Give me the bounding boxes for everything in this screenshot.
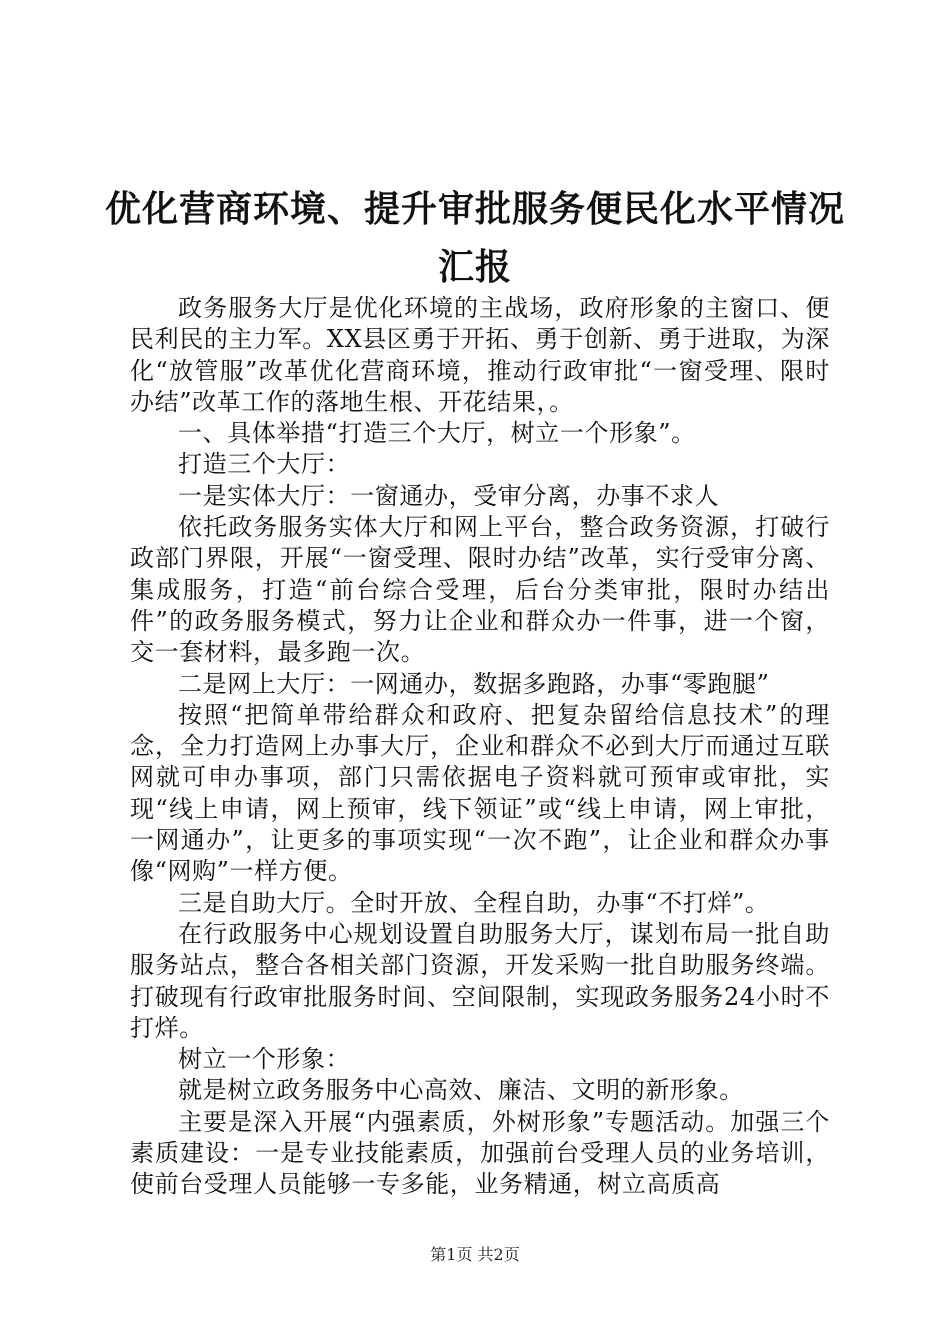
paragraph-self-service-body: 在行政服务中心规划设置自助服务大厅，谋划布局一批自助服务站点，整合各相关部门资源，开发采购一批自助服务终端。打破现有行政审批服务时间、空间限制，实现政务服务24小时不打烊。: [130, 919, 830, 1042]
paragraph-physical-hall-heading: 一是实体大厅：一窗通办，受审分离，办事不求人: [178, 481, 720, 510]
document-body: [130, 293, 830, 1201]
document-title-line-2: 汇报: [437, 247, 512, 288]
paragraph-physical-hall-body: 依托政务服务实体大厅和网上平台，整合政务资源，打破行政部门界限，开展“一窗受理、限时办结”改革，实行受审分离、集成服务，打造“前台综合受理，后台分类审批，限时办结出件”的政务服务模式，努力让企业和群众办一件事，进一个窗，交一套材料，最多跑一次。: [130, 513, 830, 667]
paragraph-online-hall-heading: 二是网上大厅：一网通办，数据多跑路，办事“零跑腿”: [178, 669, 770, 698]
paragraph-three-halls: 打造三个大厅：: [178, 450, 351, 479]
paragraph-intro: 政务服务大厅是优化环境的主战场，政府形象的主窗口、便民利民的主力军。XX县区勇于开拓、勇于创新、勇于进取，为深化“放管服”改革优化营商环境，推动行政审批“一窗受理、限时办结”改革工作的落地生根、开花结果，。: [130, 294, 830, 416]
paragraph-online-hall-body: 按照“把简单带给群众和政府、把复杂留给信息技术”的理念，全力打造网上办事大厅，企业和群众不必到大厅而通过互联网就可申办事项，部门只需依据电子资料就可预审或审批，实现“线上申请，网上预审，线下领证”或“线上申请，网上审批，一网通办”，让更多的事项实现“一次不跑”，让企业和群众办事像“网购”一样方便。: [130, 700, 830, 886]
paragraph-image-body: 主要是深入开展“内强素质，外树形象”专题活动。加强三个素质建设：一是专业技能素质，加强前台受理人员的业务培训，使前台受理人员能够一专多能，业务精通，树立高质高: [130, 1107, 830, 1199]
paragraph-image-heading: 树立一个形象：: [178, 1045, 351, 1074]
paragraph-image-goal: 就是树立政务服务中心高效、廉洁、文明的新形象。: [178, 1076, 744, 1105]
document-title-line-1: 优化营商环境、提升审批服务便民化水平情况: [104, 189, 845, 230]
paragraph-heading-measures: 一、具体举措“打造三个大厅，树立一个形象”。: [178, 419, 696, 448]
paragraph-self-service-heading: 三是自助大厅。全时开放、全程自助，办事“不打烊”。: [178, 888, 770, 917]
page-footer: 第1页 共2页: [430, 1245, 520, 1264]
